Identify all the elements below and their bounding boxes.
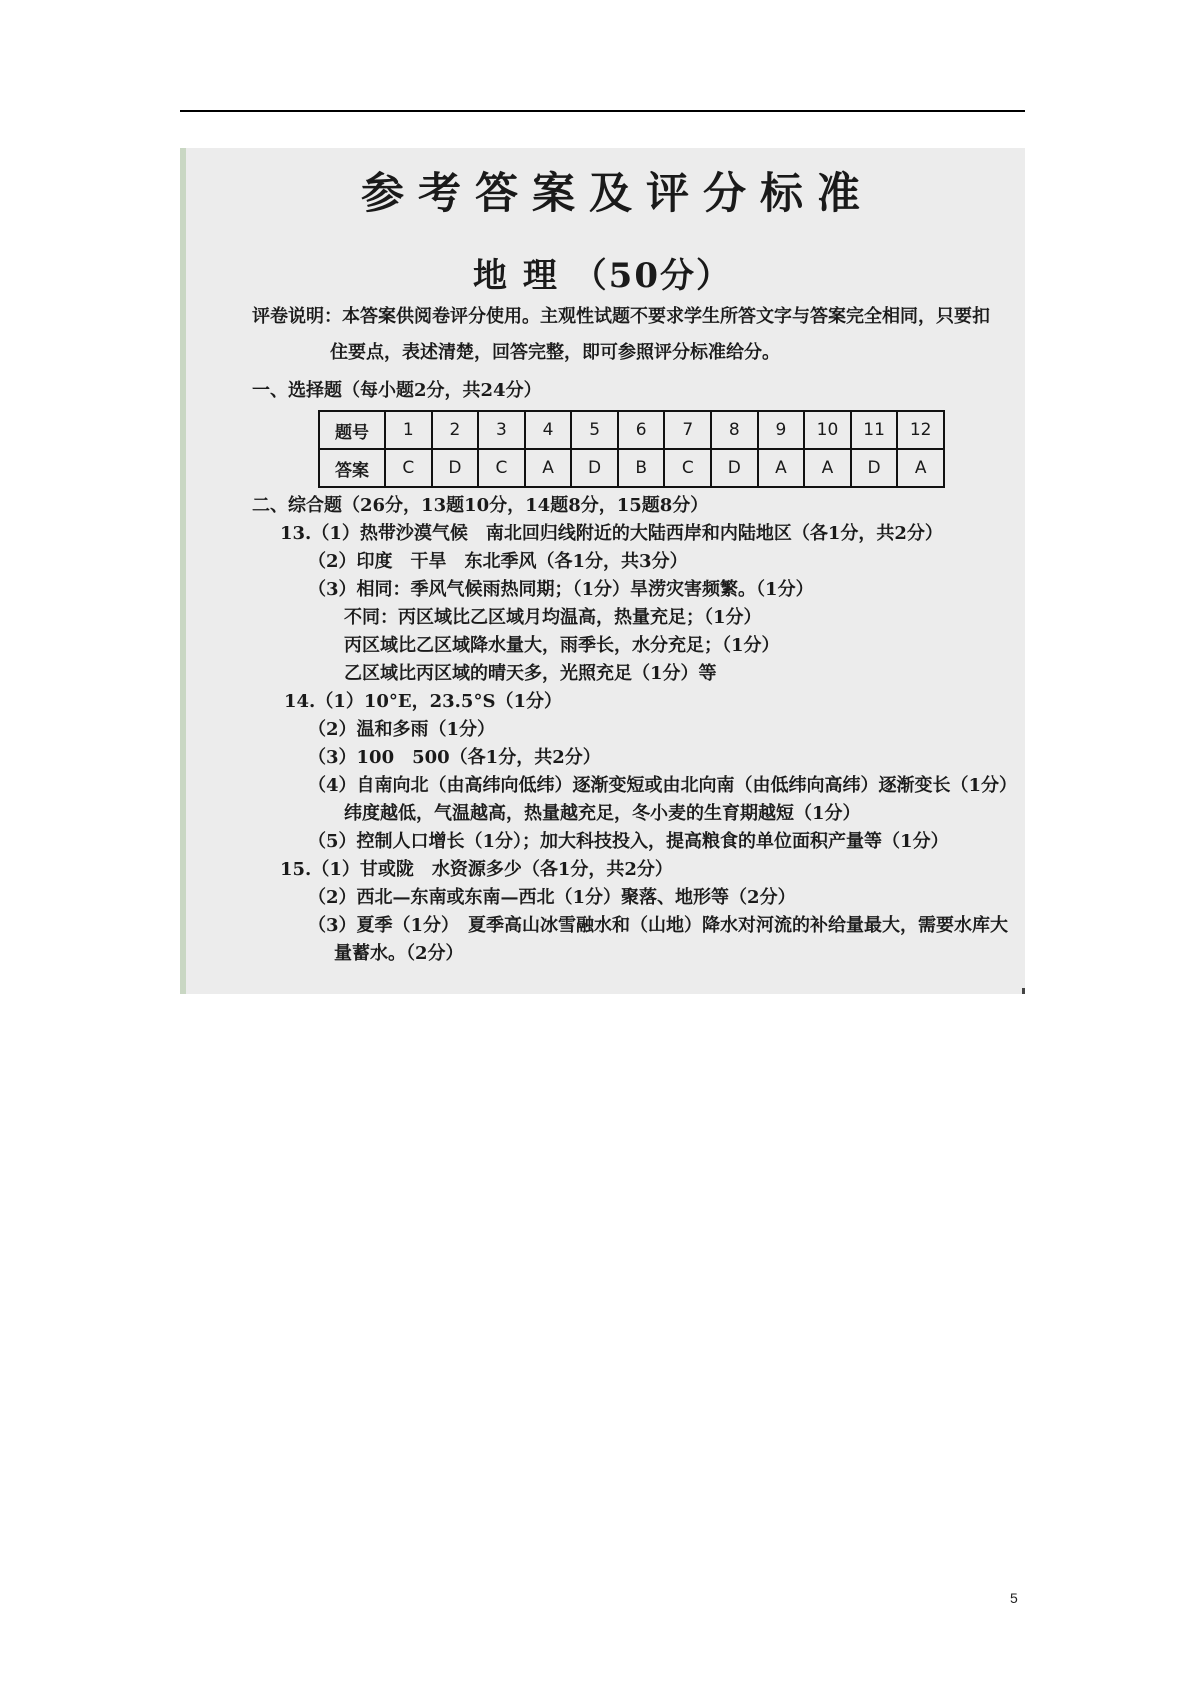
scanned-answer-sheet [180, 148, 1025, 994]
question-number-cell: 6 [618, 411, 665, 449]
answer-table-row-label: 题号 [319, 411, 385, 449]
answer-14-2: （2）温和多雨（1分） [308, 719, 496, 740]
question-number-cell: 4 [525, 411, 572, 449]
answer-15-2: （2）西北—东南或东南—西北（1分）聚落、地形等（2分） [308, 887, 796, 908]
question-number-cell: 5 [571, 411, 618, 449]
answer-table [318, 410, 945, 488]
answer-cell: A [758, 449, 805, 487]
answer-14-4-cont: 纬度越低，气温越高，热量越充足，冬小麦的生育期越短（1分） [344, 803, 861, 824]
grading-note-line-2: 住要点，表述清楚，回答完整，即可参照评分标准给分。 [330, 342, 780, 363]
subject-title: 地 理 （50分） [473, 256, 732, 296]
question-number-cell: 3 [478, 411, 525, 449]
answer-14-1: 14.（1）10°E，23.5°S（1分） [284, 691, 562, 712]
question-number-cell: 1 [385, 411, 432, 449]
answer-14-3: （3）100 500（各1分，共2分） [308, 747, 601, 768]
answer-13-3-diff-3: 乙区域比丙区域的晴天多，光照充足（1分）等 [344, 663, 717, 684]
answer-13-3-diff-2: 丙区域比乙区域降水量大，雨季长，水分充足；（1分） [344, 635, 780, 656]
answer-14-4: （4）自南向北（由高纬向低纬）逐渐变短或由北向南（由低纬向高纬）逐渐变长（1分） [308, 775, 1018, 796]
grading-note-line-1 [252, 308, 990, 326]
answer-cell: A [804, 449, 851, 487]
header-rule [180, 110, 1025, 112]
answer-cell: C [385, 449, 432, 487]
section-1-heading: 一、选择题（每小题2分，共24分） [252, 380, 542, 401]
answer-cell: C [478, 449, 525, 487]
answer-cell: A [897, 449, 944, 487]
answer-13-1: 13.（1）热带沙漠气候 南北回归线附近的大陆西岸和内陆地区（各1分，共2分） [280, 523, 943, 544]
question-number-cell: 10 [804, 411, 851, 449]
answer-15-1: 15.（1）甘或陇 水资源多少（各1分，共2分） [280, 859, 673, 880]
answer-cell: D [711, 449, 758, 487]
question-number-cell: 9 [758, 411, 805, 449]
answer-table-numbers-row [319, 411, 944, 449]
answer-table-row-label: 答案 [319, 449, 385, 487]
scan-right-mark [1022, 988, 1025, 994]
answer-15-3: （3）夏季（1分） 夏季高山冰雪融水和（山地）降水对河流的补给量最大，需要水库大 [308, 915, 1009, 936]
page-number: 5 [1010, 1590, 1018, 1606]
question-number-cell: 7 [664, 411, 711, 449]
answer-cell: D [851, 449, 898, 487]
main-title: 参考答案及评分标准 [361, 169, 874, 219]
answer-table-answers-row [319, 449, 944, 487]
grading-note-label: 评卷说明： [252, 306, 342, 327]
answer-cell: D [571, 449, 618, 487]
answer-14-5: （5）控制人口增长（1分）；加大科技投入，提高粮食的单位面积产量等（1分） [308, 831, 949, 852]
answer-13-2: （2）印度 干旱 东北季风（各1分，共3分） [308, 551, 688, 572]
grading-note-text-1: 本答案供阅卷评分使用。主观性试题不要求学生所答文字与答案完全相同，只要扣 [342, 306, 990, 327]
answer-15-3-cont: 量蓄水。（2分） [334, 943, 464, 964]
question-number-cell: 8 [711, 411, 758, 449]
answer-cell: A [525, 449, 572, 487]
question-number-cell: 2 [432, 411, 479, 449]
question-number-cell: 12 [897, 411, 944, 449]
question-number-cell: 11 [851, 411, 898, 449]
answer-cell: C [664, 449, 711, 487]
answer-13-3: （3）相同：季风气候雨热同期；（1分）旱涝灾害频繁。（1分） [308, 579, 814, 600]
answer-cell: B [618, 449, 665, 487]
answer-13-3-diff-1: 不同：丙区域比乙区域月均温高，热量充足；（1分） [344, 607, 762, 628]
answer-cell: D [432, 449, 479, 487]
section-2-heading: 二、综合题（26分，13题10分，14题8分，15题8分） [252, 495, 709, 516]
